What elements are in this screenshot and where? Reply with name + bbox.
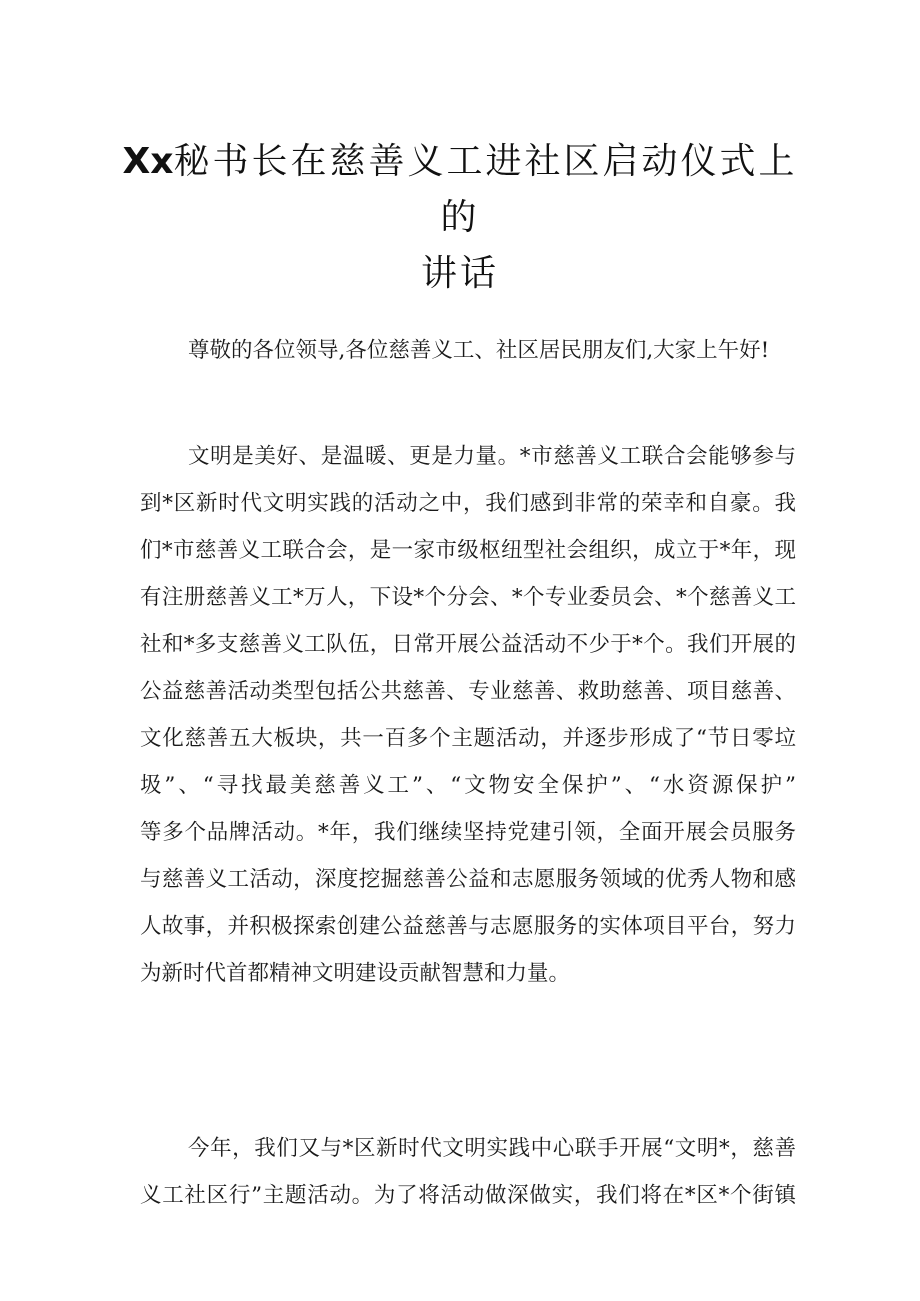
text-line: 今年，我们又与*区新时代文明实践中心联手开展“文明*，慈善 bbox=[188, 1136, 796, 1161]
title-line-2: 讲话 bbox=[420, 253, 499, 294]
text-line: 文明是美好、是温暖、更是力量。*市慈善义工联合会能够参与 bbox=[188, 444, 796, 469]
text-line: 义工社区行”主题活动。为了将活动做深做实，我们将在*区*个街镇 bbox=[140, 1183, 796, 1208]
text-line: 人故事，并积极探索创建公益慈善与志愿服务的实体项目平台，努力 bbox=[140, 914, 796, 939]
document-title bbox=[120, 134, 800, 302]
text-line: 社和*多支慈善义工队伍，日常开展公益活动不少于*个。我们开展的 bbox=[140, 632, 796, 657]
text-line: 为新时代首都精神文明建设贡献智慧和力量。 bbox=[140, 961, 571, 986]
text-line: 文化慈善五大板块，共一百多个主题活动，并逐步形成了“节日零垃 bbox=[140, 726, 796, 751]
greeting: 尊敬的各位领导,各位慈善义工、社区居民朋友们,大家上午好! bbox=[188, 338, 770, 363]
title-line-1-text: 秘书长在慈善义工进社区启动仪式上的 bbox=[173, 141, 798, 238]
text-line: 与慈善义工活动，深度挖掘慈善公益和志愿服务领域的优秀人物和感 bbox=[140, 867, 796, 892]
text-line: 公益慈善活动类型包括公共慈善、专业慈善、救助慈善、项目慈善、 bbox=[140, 679, 796, 704]
text-line: 有注册慈善义工*万人，下设*个分会、*个专业委员会、*个慈善义工 bbox=[140, 585, 796, 610]
text-line: 们*市慈善义工联合会，是一家市级枢纽型社会组织，成立于*年，现 bbox=[140, 538, 796, 563]
text-line: 等多个品牌活动。*年，我们继续坚持党建引领，全面开展会员服务 bbox=[140, 820, 796, 845]
text-line: 到*区新时代文明实践的活动之中，我们感到非常的荣幸和自豪。我 bbox=[140, 491, 796, 516]
title-lead: Xx bbox=[122, 141, 174, 182]
title-line-1 bbox=[120, 134, 800, 246]
body-paragraph-1 bbox=[140, 433, 796, 997]
body-paragraph-2 bbox=[140, 1125, 796, 1219]
text-line: 圾”、“寻找最美慈善义工”、“文物安全保护”、“水资源保护” bbox=[140, 773, 796, 798]
